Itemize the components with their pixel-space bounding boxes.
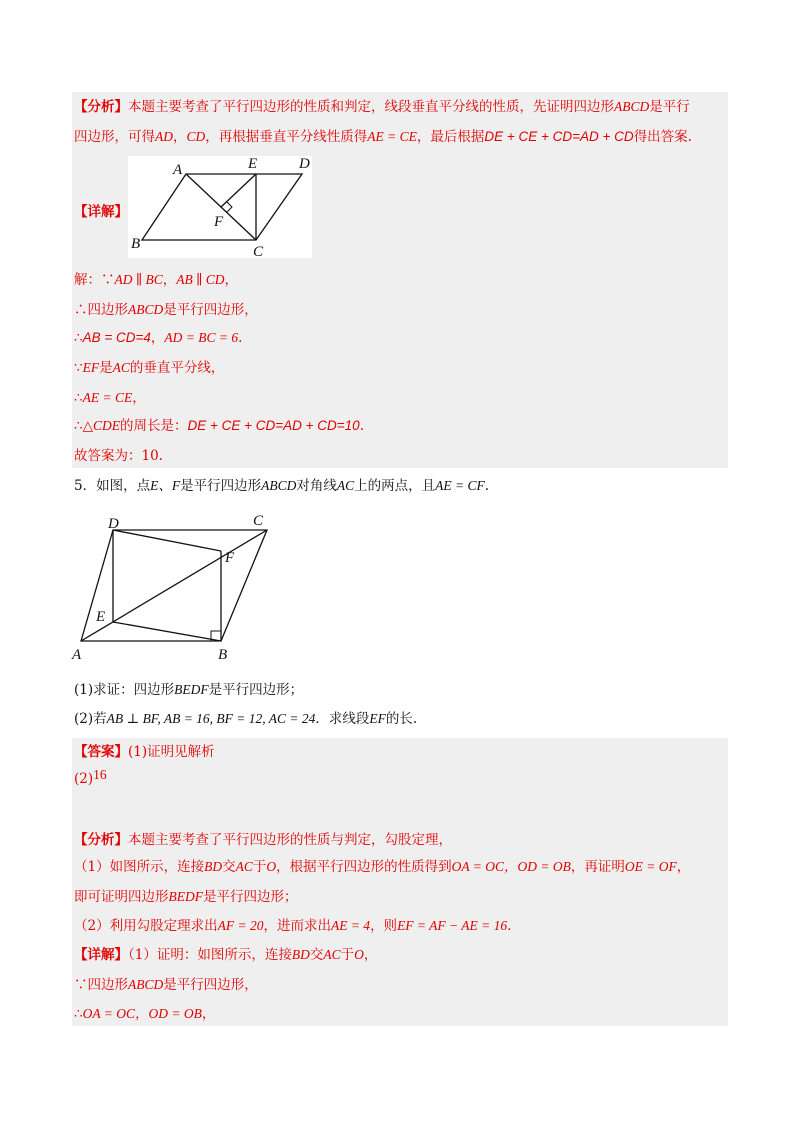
analysis2-line-3: 即可证明四边形BEDF是平行四边形； (74, 889, 298, 905)
question-5-intro: 5．如图，点E、F是平行四边形ABCD对角线AC上的两点，且AE = CF. (74, 478, 490, 494)
answer-line-1: 【答案】(1)证明见解析 (74, 744, 215, 760)
analysis-line-2: 四边形，可得AD，CD，再根据垂直平分线性质得AE = CE，最后根据DE + CE + CD=AD + CD得出答案. (74, 129, 692, 145)
figure-parallelogram-2 (68, 508, 278, 664)
detail2-line-3: ∴OA = OC，OD = OB， (74, 1006, 216, 1022)
detail-tag-1: 【详解】 (74, 204, 128, 220)
fig2-label-F: F (225, 550, 235, 566)
fig1-label-A: A (173, 162, 183, 178)
fig2-label-B: B (218, 647, 228, 663)
fig1-label-F: F (214, 214, 224, 230)
solution-line-5: ∴AE = CE， (74, 390, 146, 406)
solution-line-7: 故答案为：10. (74, 448, 163, 464)
answer-line-2: (2)16 (74, 767, 107, 787)
fig2-label-A: A (72, 647, 82, 663)
solution-line-2: ∴四边形ABCD是平行四边形， (74, 302, 258, 318)
solution-line-1: 解：∵AD ∥ BC，AB ∥ CD， (74, 272, 238, 288)
analysis2-line-2: （1）如图所示，连接BD交AC于O，根据平行四边形的性质得到OA = OC，OD = OB，再证明OE = OF， (74, 859, 691, 875)
question-5-part-2: (2)若AB ⊥ BF, AB = 16, BF = 12, AC = 24．求线段EF的长. (74, 711, 418, 727)
fig2-label-D: D (108, 516, 119, 532)
detail2-line-1: 【详解】（1）证明：如图所示，连接BD交AC于O， (74, 947, 378, 963)
figure-parallelogram-1 (128, 156, 312, 258)
solution-line-6: ∴△CDE的周长是：DE + CE + CD=AD + CD=10. (74, 418, 364, 434)
fig2-label-C: C (253, 513, 264, 529)
fig1-label-C: C (253, 244, 264, 258)
solution-line-4: ∵EF是AC的垂直平分线， (74, 360, 225, 376)
analysis2-line-1: 【分析】本题主要考查了平行四边形的性质与判定，勾股定理， (74, 832, 452, 848)
fig1-label-B: B (131, 236, 141, 252)
solution-line-3: ∴AB = CD=4，AD = BC = 6. (74, 330, 243, 346)
fig1-label-E: E (248, 156, 258, 172)
detail2-line-2: ∵四边形ABCD是平行四边形， (74, 977, 258, 993)
question-5-part-1: (1)求证：四边形BEDF是平行四边形； (74, 682, 304, 698)
analysis2-line-4: （2）利用勾股定理求出AF = 20，进而求出AE = 4，则EF = AF − AE = 16. (74, 918, 512, 934)
fig2-label-E: E (96, 609, 106, 625)
analysis-line-1: 【分析】本题主要考查了平行四边形的性质和判定，线段垂直平分线的性质，先证明四边形ABCD是平行 (74, 99, 690, 115)
fig1-label-D: D (299, 156, 310, 172)
